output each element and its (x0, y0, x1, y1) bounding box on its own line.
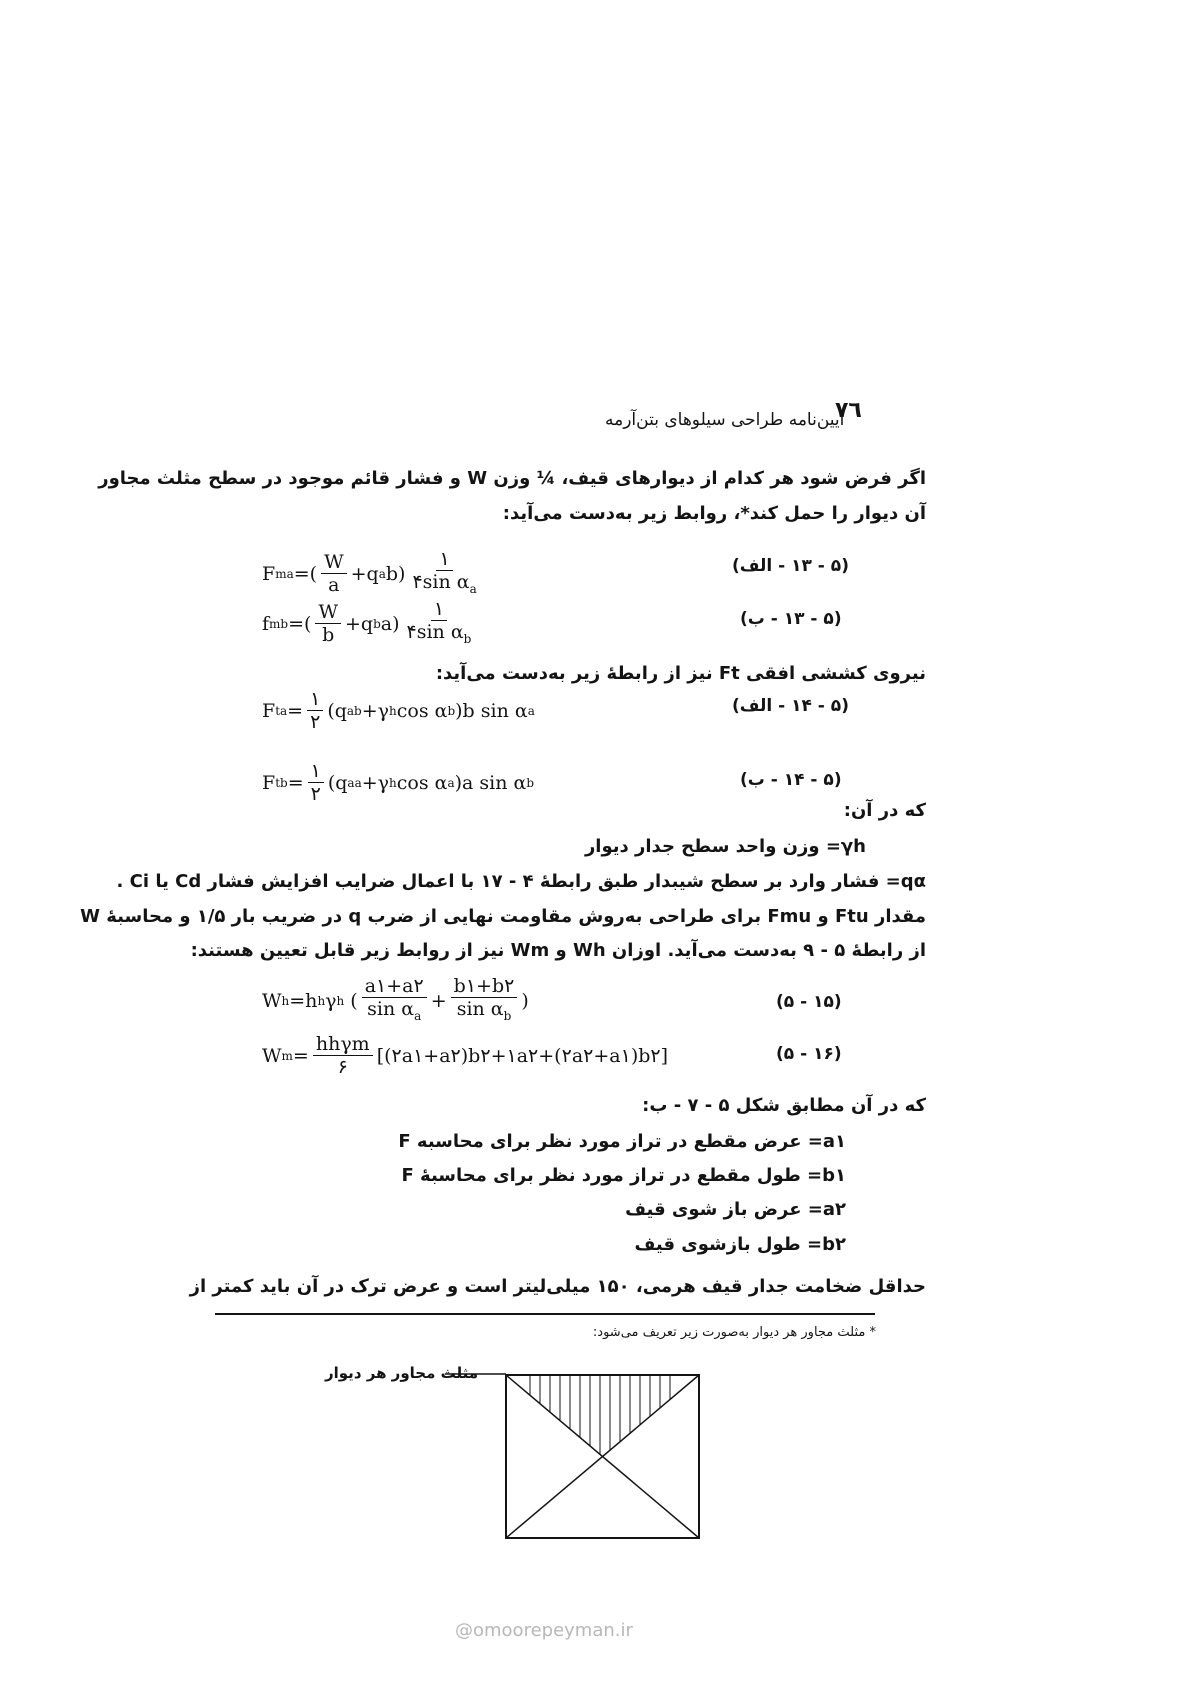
equation-13a: F ma =( $\frac{W}{a}$ +q a b) $\frac{١}{۴\sin \alpha_a}$ (262, 548, 477, 597)
last-paragraph-line: حداقل ضخامت جدار قیف هرمی، ١۵٠ میلی‌لیتر است و عرض ترک در آن باید کمتر از (189, 1276, 926, 1297)
equation-13a-number: (۵ - ١٣ - الف) (732, 556, 849, 576)
page-number: ٧٦ (835, 398, 862, 423)
tension-intro: نیروی کششی افقی F‌t نیز از رابطهٔ زیر به‌دست می‌آید: (435, 663, 926, 684)
footnote-rule (215, 1313, 875, 1315)
equation-14b-number: (۵ - ١۴ - ب) (740, 770, 842, 790)
para2-line-2: از رابطهٔ ۵ - ٩ به‌دست می‌آید. اوزان Wh و Wm نیز از روابط زیر قابل تعیین هستند: (190, 940, 926, 961)
equation-13b-number: (۵ - ١٣ - ب) (740, 609, 842, 629)
equation-15-number: (١۵ - ۵) (776, 992, 842, 1012)
def-a2: a٢= عرض باز شوی قیف (625, 1199, 846, 1220)
intro-line-1: اگر فرض شود هر کدام از دیوارهای قیف، ¼ وزن W و فشار قائم موجود در سطح مثلث مجاور (98, 468, 926, 489)
running-title: آیین‌نامه طراحی سیلوهای بتن‌آرمه (605, 410, 845, 430)
def-b1: b١= طول مقطع در تراز مورد نظر برای محاسبهٔ F (401, 1165, 846, 1186)
equation-14b: F tb = $\frac{١}{٢}$ (q aa +γ h cos α a )a sin α b (262, 760, 535, 805)
def-a1: a١= عرض مقطع در تراز مورد نظر برای محاسبه F (398, 1131, 846, 1152)
figure-label: مثلث مجاور هر دیوار (325, 1364, 479, 1382)
adjacent-triangle-figure (440, 1340, 710, 1560)
equation-13b: f mb =( $\frac{W}{b}$ +q b a) $\frac{١}{۴\sin \alpha_b}$ (262, 598, 472, 647)
equation-15: W h =h h γ h ( $\frac{a١+a٢}{\sin \alpha_a}$ + $\frac{b١+b٢}{\sin \alpha_b}$ ) (262, 975, 529, 1023)
para2-line-1: مقدار Ftu و Fmu برای طراحی به‌روش مقاومت نهایی از ضرب q در ضریب بار ١/۵ و محاسبهٔ W (80, 906, 926, 927)
def-q: qα= فشار وارد بر سطح شیبدار طبق رابطهٔ ۴ - ١٧ با اعمال ضرایب افزایش فشار Cd یا Ci . (116, 871, 926, 892)
where-2: که در آن مطابق شکل ۵ - ٧ - ب: (642, 1095, 926, 1116)
equation-16-number: (١۶ - ۵) (776, 1044, 842, 1064)
footnote: * مثلث مجاور هر دیوار به‌صورت زیر تعریف می‌شود: (592, 1325, 876, 1340)
equation-16: W m = $\frac{\text{hhγm}}{۶}$ [(٢a١+a٢)b١+٢a٢+(٢a٢+a١)b٢] (262, 1033, 669, 1078)
def-gamma: γh= وزن واحد سطح جدار دیوار (584, 836, 866, 857)
equation-14a-number: (۵ - ١۴ - الف) (732, 696, 849, 716)
intro-line-2: آن دیوار را حمل کند*، روابط زیر به‌دست می‌آید: (502, 503, 926, 524)
equation-14a: F ta = $\frac{١}{٢}$ (q ab +γ h cos α b )b sin α a (262, 688, 535, 733)
where-1: که در آن: (843, 800, 926, 821)
def-b2: b٢= طول بازشوی قیف (634, 1234, 846, 1255)
watermark: @omoorepeyman.ir (455, 1620, 633, 1641)
